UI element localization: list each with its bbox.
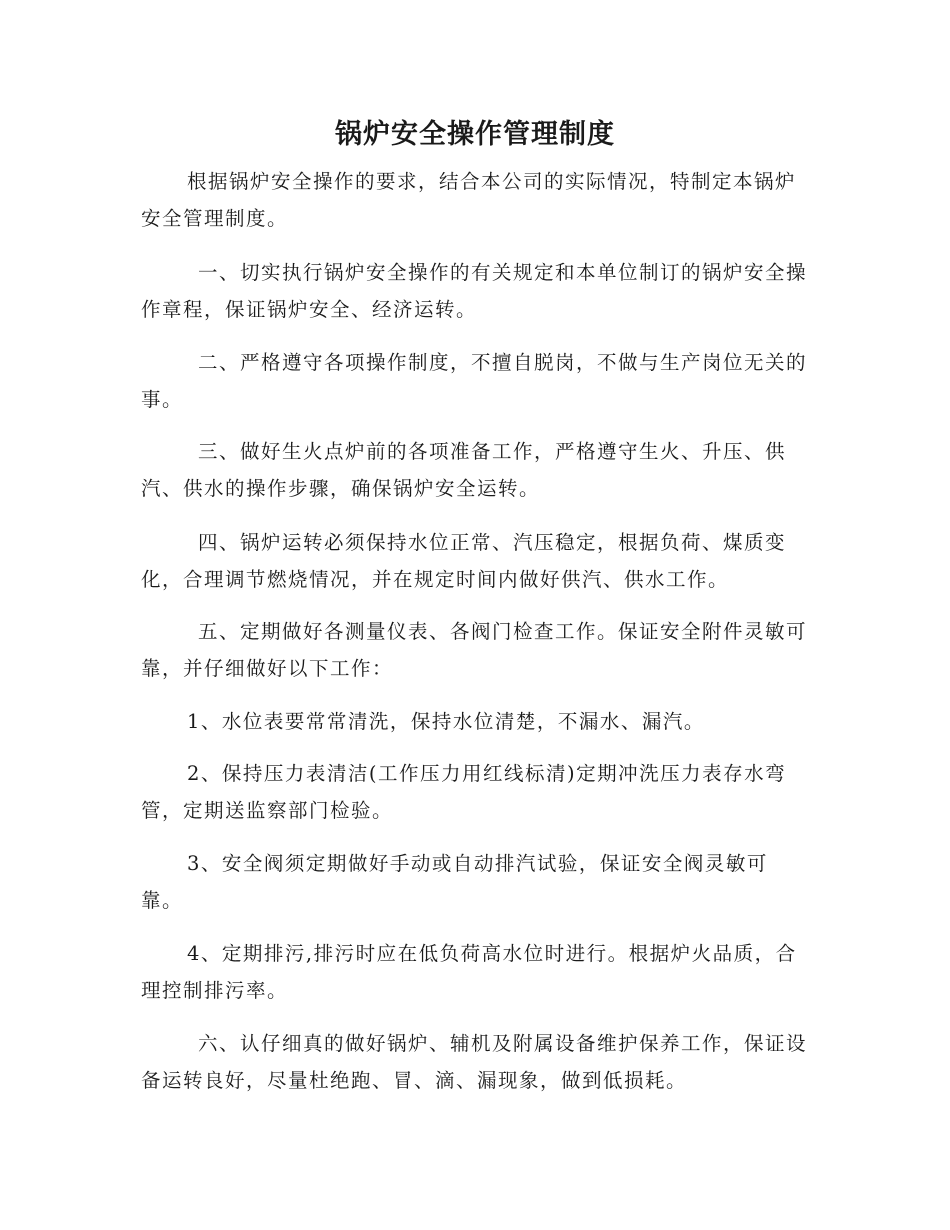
paragraph-subitem-4: 4、定期排污,排污时应在低负荷高水位时进行。根据炉火品质，合理控制排污率。 [141, 942, 797, 1002]
paragraph-subitem-2: 2、保持压力表清洁(工作压力用红线标清)定期冲洗压力表存水弯管，定期送监察部门检验。 [141, 762, 787, 822]
paragraph-item-6: 六、认仔细真的做好锅炉、辅机及附属设备维护保养工作，保证设备运转良好，尽量杜绝跑、冒、滴、漏现象，做到低损耗。 [141, 1032, 808, 1092]
paragraph-intro: 根据锅炉安全操作的要求，结合本公司的实际情况，特制定本锅炉安全管理制度。 [141, 170, 797, 230]
paragraph-item-1: 一、切实执行锅炉安全操作的有关规定和本单位制订的锅炉安全操作章程，保证锅炉安全、经济运转。 [141, 261, 808, 321]
paragraph-item-2: 二、严格遵守各项操作制度，不擅自脱岗，不做与生产岗位无关的事。 [141, 351, 808, 411]
paragraph-subitem-1: 1、水位表要常常清洗，保持水位清楚，不漏水、漏汽。 [187, 710, 705, 733]
paragraph-item-5: 五、定期做好各测量仪表、各阀门检查工作。保证安全附件灵敏可靠，并仔细做好以下工作： [141, 620, 808, 680]
document-title: 锅炉安全操作管理制度 [335, 119, 615, 150]
paragraph-item-3: 三、做好生火点炉前的各项准备工作，严格遵守生火、升压、供汽、供水的操作步骤，确保锅炉安全运转。 [141, 440, 787, 500]
paragraph-item-4: 四、锅炉运转必须保持水位正常、汽压稳定，根据负荷、煤质变化，合理调节燃烧情况，并在规定时间内做好供汽、供水工作。 [141, 531, 787, 591]
paragraph-subitem-3: 3、安全阀须定期做好手动或自动排汽试验，保证安全阀灵敏可靠。 [141, 852, 768, 912]
